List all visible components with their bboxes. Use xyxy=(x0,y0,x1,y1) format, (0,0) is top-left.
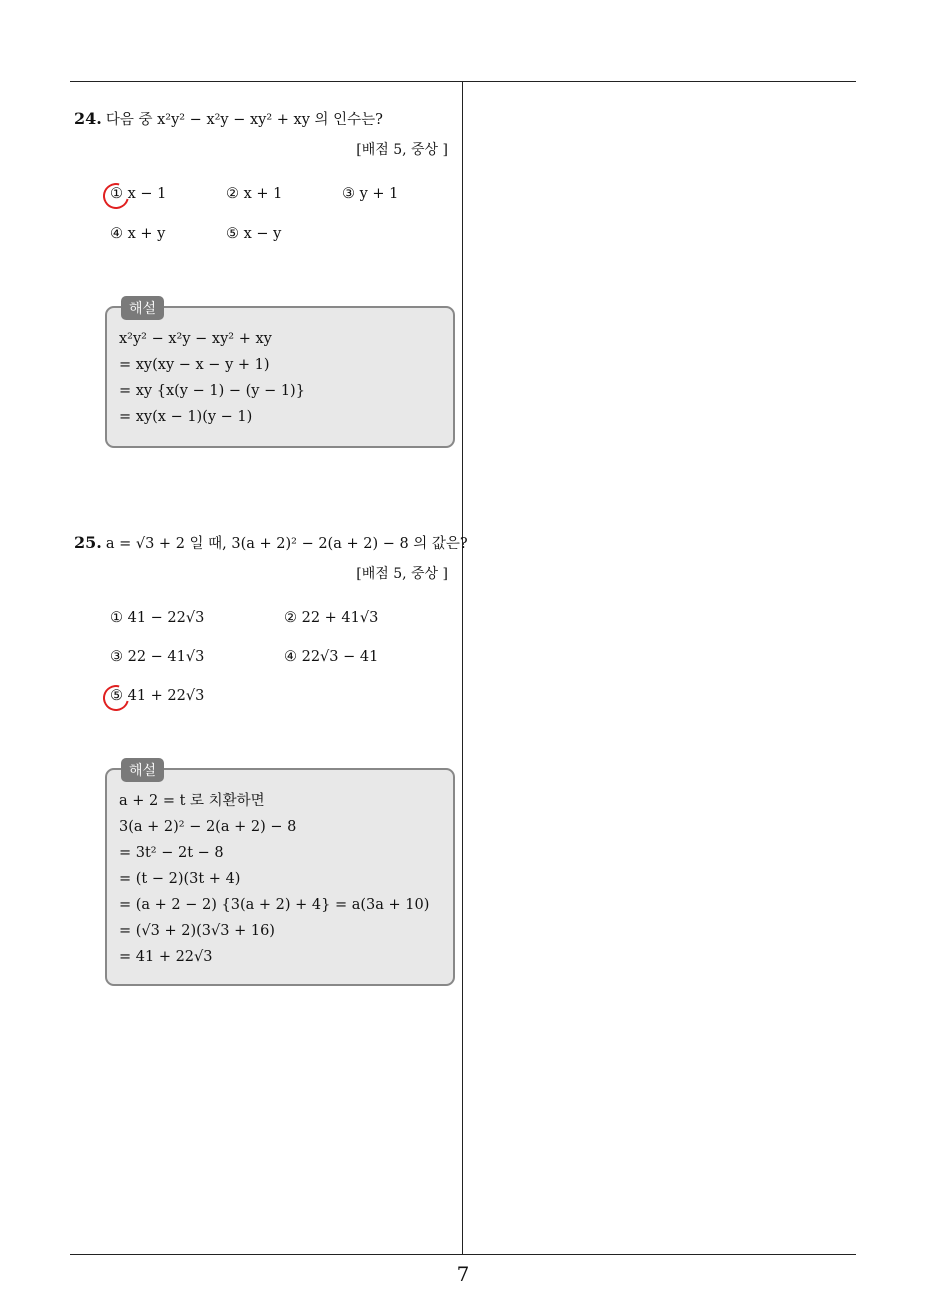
score-label: [배점 5, 중상 ] xyxy=(356,142,448,158)
solution-line: = 41 + 22√3 xyxy=(119,949,213,965)
choice-3[interactable]: ③ 22 − 41√3 xyxy=(110,649,205,665)
solution-tag: 해설 xyxy=(121,296,164,320)
score-label: [배점 5, 중상 ] xyxy=(356,566,448,582)
problem-24 xyxy=(74,108,456,159)
solution-line: = 3t² − 2t − 8 xyxy=(119,845,224,861)
top-rule xyxy=(70,81,856,82)
solution-line: = xy(x − 1)(y − 1) xyxy=(119,409,253,425)
solution-tag: 해설 xyxy=(121,758,164,782)
solution-line: = (√3 + 2)(3√3 + 16) xyxy=(119,923,275,939)
question-text: a = √3 + 2 일 때, 3(a + 2)² − 2(a + 2) − 8 의 값은? xyxy=(105,536,468,552)
solution-line: 3(a + 2)² − 2(a + 2) − 8 xyxy=(119,819,297,835)
question-text: 다음 중 x²y² − x²y − xy² + xy 의 인수는? xyxy=(105,112,383,128)
question-25 xyxy=(74,532,468,553)
solution-line: = (a + 2 − 2) {3(a + 2) + 4} = a(3a + 10) xyxy=(119,897,430,913)
bottom-rule xyxy=(70,1254,856,1255)
solution-line: x²y² − x²y − xy² + xy xyxy=(119,331,272,347)
question-number: 24. xyxy=(74,109,102,128)
choice-5[interactable]: ⑤ x − y xyxy=(226,226,282,242)
solution-box-24 xyxy=(105,301,455,448)
choice-3[interactable]: ③ y + 1 xyxy=(342,186,399,202)
choice-4[interactable]: ④ x + y xyxy=(110,226,166,242)
solution-line: = xy {x(y − 1) − (y − 1)} xyxy=(119,383,305,399)
choice-2[interactable]: ② x + 1 xyxy=(226,186,283,202)
problem-25 xyxy=(74,532,468,583)
choice-1[interactable]: ① x − 1 xyxy=(110,186,167,202)
solution-box-25 xyxy=(105,763,455,986)
column-divider xyxy=(462,82,463,1255)
choice-5[interactable]: ⑤ 41 + 22√3 xyxy=(110,688,205,704)
solution-line: = xy(xy − x − y + 1) xyxy=(119,357,270,373)
choice-1[interactable]: ① 41 − 22√3 xyxy=(110,610,205,626)
choice-2[interactable]: ② 22 + 41√3 xyxy=(284,610,379,626)
solution-line: = (t − 2)(3t + 4) xyxy=(119,871,241,887)
question-24 xyxy=(74,108,456,129)
choice-4[interactable]: ④ 22√3 − 41 xyxy=(284,649,379,665)
solution-line: a + 2 = t 로 치환하면 xyxy=(119,793,265,809)
question-number: 25. xyxy=(74,533,102,552)
page-number: 7 xyxy=(456,1262,470,1286)
